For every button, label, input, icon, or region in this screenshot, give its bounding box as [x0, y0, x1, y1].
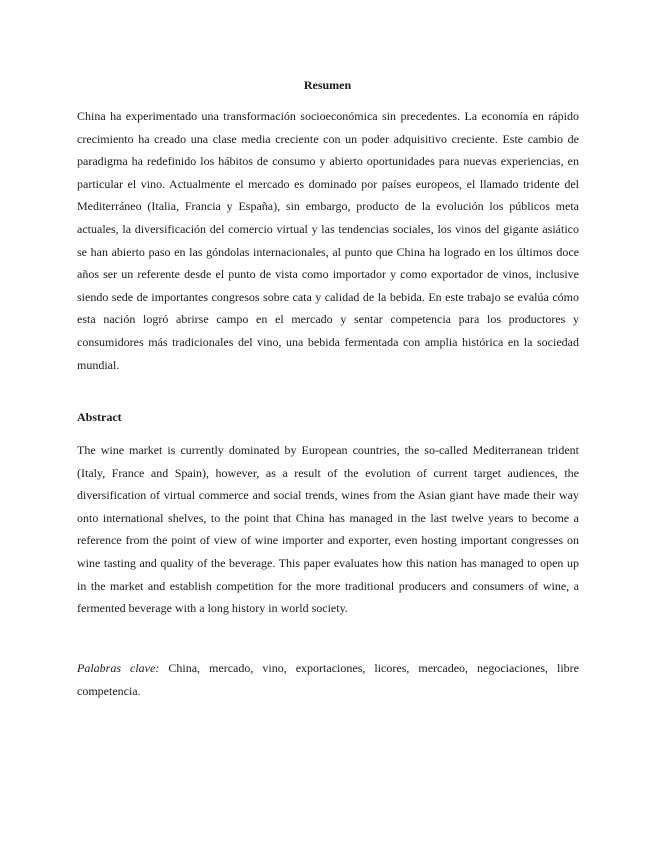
keywords-paragraph	[77, 657, 579, 702]
resumen-paragraph: China ha experimentado una transformación socioeconómica sin precedentes. La economía en rápido crecimiento ha creado una clase media creciente con un poder adquisitivo creciente. Este cambio de paradigma ha redefinido los hábitos de consumo y abierto oportunidades para nuevas experiencias, en particular el vino. Actualmente el mercado es dominado por países europeos, el llamado tridente del Mediterráneo (Italia, Francia y España), sin embargo, producto de la evolución los públicos meta actuales, la diversificación del comercio virtual y las tendencias sociales, los vinos del gigante asiático se han abierto paso en las góndolas internacionales, al punto que China ha logrado en los últimos doce años ser un referente desde el punto de vista como importador y como exportador de vinos, inclusive siendo sede de importantes congresos sobre cata y calidad de la bebida. En este trabajo se evalúa cómo esta nación logró abrirse campo en el mercado y sentar competencia para los productores y consumidores más tradicionales del vino, una bebida fermentada con amplia histórica en la sociedad mundial.	[77, 109, 579, 372]
abstract-heading: Abstract	[77, 410, 122, 424]
resumen-heading: Resumen	[303, 78, 352, 92]
keywords-list: China, mercado, vino, exportaciones, licores, mercadeo, negociaciones, libre competencia.	[77, 661, 580, 698]
keywords-label: Palabras clave:	[77, 661, 160, 675]
abstract-paragraph: The wine market is currently dominated by European countries, the so-called Mediterranean trident (Italy, France and Spain), however, as a result of the evolution of current target audiences, the diversification of virtual commerce and social trends, wines from the Asian giant have made their way onto international shelves, to the point that China has managed in the last twelve years to become a reference from the point of view of wine importer and exporter, even hosting important congresses on wine tasting and quality of the beverage. This paper evaluates how this nation has managed to open up in the market and establish competition for the more traditional producers and consumers of wine, a fermented beverage with a long history in world society.	[77, 443, 579, 616]
